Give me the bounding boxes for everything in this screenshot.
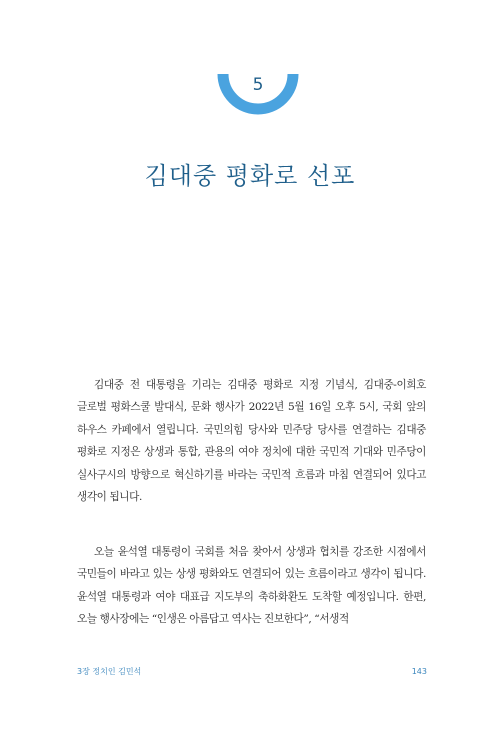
body-paragraph-2: 오늘 윤석열 대통령이 국회를 처음 찾아서 상생과 협치를 강조한 시점에서 국민들이 바라고 있는 상생 평화와도 연결되어 있는 흐름이라고 생각이 됩니다. 윤석열 대통령과 여야 대표급 지도부의 축하화환도 도착할 예정입니다. 한편, 오늘 행사장에는 “인생은 아름답고 역사는 진보한다”, “서생적: [77, 546, 426, 626]
body-paragraph-1: 김대중 전 대통령을 기리는 김대중 평화로 지정 기념식, 김대중-이희호 글로벌 평화스쿨 발대식, 문화 행사가 2022년 5월 16일 오후 5시, 국회 앞의 하우스 카페에서 열립니다. 국민의힘 당사와 민주당 당사를 연결하는 김대중 평화로 지정은 상생과 통합, 관용의 여야 정치에 대한 국민적 기대와 민주당이 실사구시의 방향으로 혁신하기를 바라는 국민적 흐름과 마침 연결되어 있다고 생각이 됩니다.: [77, 379, 426, 504]
page-number: 143: [411, 667, 427, 676]
chapter-title: 김대중 평화로 선포: [144, 162, 356, 190]
chapter-number: 5: [252, 75, 264, 95]
running-footer-chapter: 3장 정치인 김민석: [77, 667, 142, 676]
